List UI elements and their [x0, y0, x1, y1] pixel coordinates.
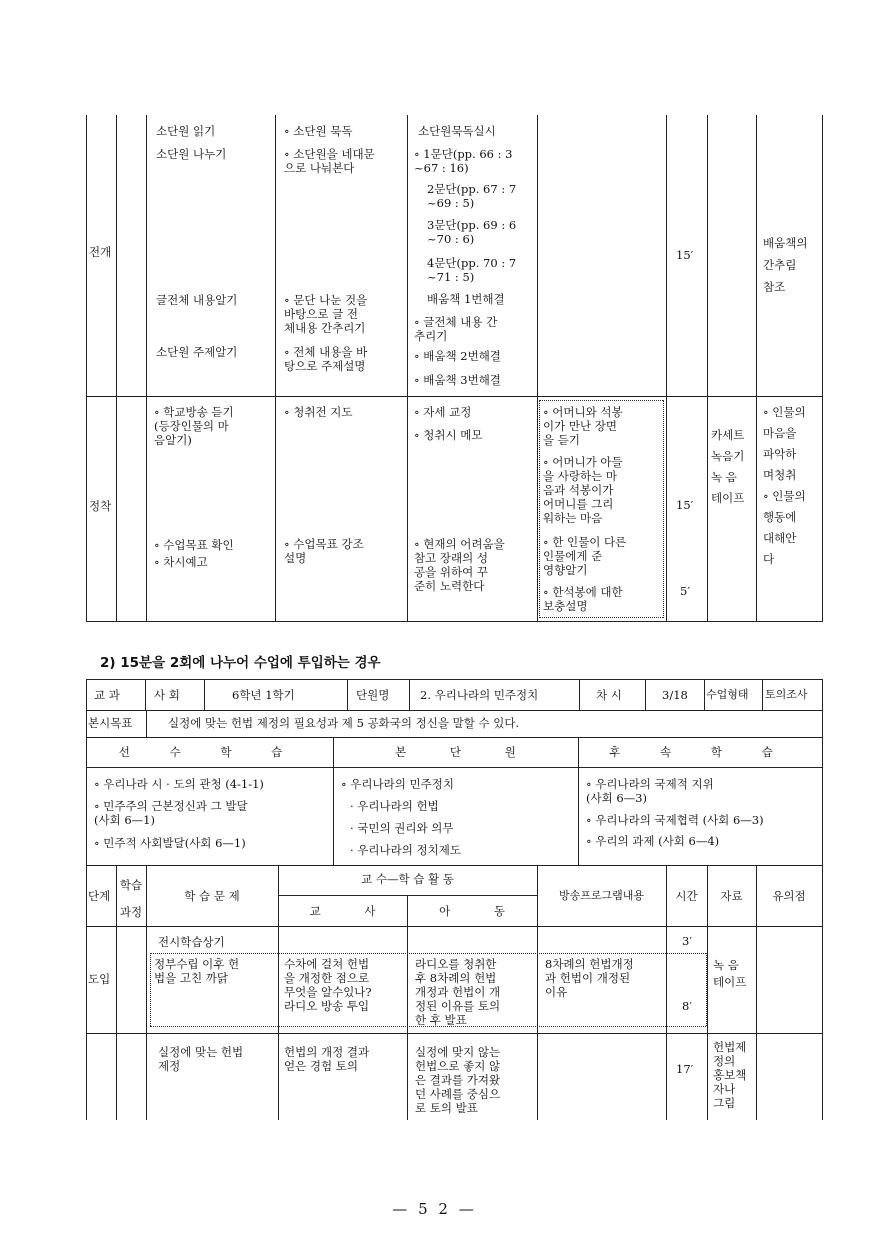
notes-text: 배움책의 간추림 참조	[763, 236, 808, 294]
student-activity: 3문단(pp. 69 : 6 ~70 : 6)	[427, 218, 517, 246]
time-value: 15′	[676, 498, 694, 512]
notes-header: 유의점	[772, 889, 806, 903]
table1-col-line	[275, 115, 276, 621]
unit-value: 2. 우리나라의 민주정치	[420, 688, 539, 702]
activity-item: ∘ 수업목표 확인 ∘ 차시예고	[154, 538, 234, 569]
student-activity: 2문단(pp. 67 : 7 ~69 : 5)	[427, 182, 517, 210]
prior-learning-header: 선 수 학 습	[118, 745, 301, 759]
process-header: 학습 과정	[119, 878, 143, 919]
table2-col-line	[407, 895, 408, 1120]
doip-box-top	[150, 953, 706, 954]
table1-col-line	[666, 115, 667, 621]
broadcast-box-right	[663, 400, 664, 618]
table1-col-line	[822, 115, 823, 621]
teacher-activity: ∘ 문단 나눈 것을 바탕으로 글 전 체내용 간추리기	[284, 293, 368, 335]
table1-col-line	[756, 115, 757, 621]
teacher-header: 교 사	[309, 904, 376, 918]
broadcast-content: ∘ 어머니와 석봉 이가 만난 장면 을 듣기	[543, 405, 623, 447]
table1-col-line	[707, 115, 708, 621]
student-activity: ∘ 1문단(pp. 66 : 3 ~67 : 16)	[414, 147, 513, 175]
student-activity: 4문단(pp. 70 : 7 ~71 : 5)	[427, 256, 517, 284]
table2-line	[86, 926, 823, 927]
table1-col-line	[116, 115, 117, 621]
time-header: 시간	[675, 889, 698, 903]
table2-col-line	[146, 865, 147, 1120]
broadcast-box-top	[539, 400, 663, 401]
stage-label: 도입	[88, 972, 111, 986]
teacher-activity: ∘ 소단원을 네대문 으로 나눠본다	[284, 147, 375, 175]
stage-label: 정착	[89, 499, 112, 513]
student-activity: 소단원묵독실시	[418, 124, 496, 138]
problem-item: 정부수립 이후 헌 법을 고친 까닭	[154, 957, 240, 985]
follow-item: ∘ 우리나라의 국제협력 (사회 6—3)	[586, 813, 764, 827]
materials-header: 자료	[720, 889, 743, 903]
table2-col-line	[537, 865, 538, 1120]
problem-header: 학 습 문 제	[184, 889, 240, 903]
student-activity: ∘ 현재의 어려움을 참고 장래의 성 공을 위하여 꾸 준히 노력한다	[414, 537, 505, 593]
table2-col-line	[409, 679, 410, 710]
student-header: 아 동	[439, 904, 505, 918]
main-item: · 국민의 권리와 의무	[350, 821, 454, 835]
student-activity: 라디오를 청취한 후 8차례의 헌법 개정과 헌법이 개 정된 이유를 토의 한 후 발표	[415, 957, 501, 1027]
objective-label: 본시목표	[88, 716, 133, 730]
materials-text: 헌법제 정의 홍보책 자나 그림	[713, 1040, 747, 1110]
student-activity: ∘ 배움책 2번해결	[414, 349, 501, 363]
page-number: — 5 2 —	[392, 1200, 477, 1218]
stage-label: 전개	[89, 245, 112, 259]
table2-col-line	[146, 710, 147, 737]
table2-col-line	[762, 679, 763, 710]
table2-line	[86, 1033, 823, 1034]
table2-col-line	[204, 679, 205, 710]
teacher-activity: 수차에 걸쳐 헌법 을 개정한 점으로 무엇을 알수있나? 라디오 방송 투입	[284, 957, 372, 1013]
section-heading: 2) 15분을 2회에 나누어 수업에 투입하는 경우	[100, 655, 381, 671]
activity-item: 소단원 주제알기	[156, 345, 238, 359]
broadcast-box-bottom	[539, 617, 663, 618]
unit-label: 단원명	[356, 688, 390, 702]
prior-item: ∘ 우리나라 시 · 도의 관청 (4-1-1)	[94, 777, 264, 791]
student-activity: ∘ 글전체 내용 간 추리기	[414, 315, 498, 343]
activity-item: 소단원 나누기	[156, 147, 227, 161]
table1-col-line	[537, 115, 538, 621]
session-value: 3/18	[662, 688, 688, 702]
time-value: 3′	[682, 934, 692, 948]
doip-box-left	[150, 953, 151, 1026]
broadcast-content: 8차례의 헌법개정 과 헌법이 개정된 이유	[545, 957, 634, 999]
main-item: · 우리나라의 정치제도	[350, 843, 461, 857]
prior-item: ∘ 민주주의 근본정신과 그 발달 (사회 6—1)	[94, 799, 248, 827]
student-activity: ∘ 자세 교정	[414, 405, 472, 419]
materials-text: 녹 음 테이프	[713, 958, 747, 989]
broadcast-header: 방송프로그램내용	[558, 889, 644, 902]
broadcast-box-left	[539, 400, 540, 618]
table2-col-line	[822, 679, 823, 1120]
table1-bottom-border	[86, 621, 823, 622]
time-value: 15′	[676, 248, 694, 262]
table2-line	[86, 710, 823, 711]
table2-line	[86, 767, 823, 768]
teacher-activity: ∘ 전체 내용을 바 탕으로 주제설명	[284, 345, 368, 373]
doip-box-right	[706, 953, 707, 1026]
time-value: 5′	[680, 584, 690, 598]
table1-col-line	[146, 115, 147, 621]
table2-col-line	[707, 865, 708, 1120]
subject-value: 사 회	[154, 688, 180, 702]
activity-item: ∘ 학교방송 듣기 (등장인물의 마 음알기)	[154, 405, 234, 447]
subject-label: 교 과	[94, 688, 120, 702]
table2-col-line	[756, 865, 757, 1120]
table2-line	[86, 865, 823, 866]
follow-item: ∘ 우리의 과제 (사회 6—4)	[586, 834, 720, 848]
form-label: 수업형태	[706, 688, 749, 701]
broadcast-content: ∘ 어머니가 아들 을 사랑하는 마 음과 석봉이가 어머니를 그리 워하는 마음	[543, 455, 623, 525]
table2-col-line	[666, 865, 667, 1120]
table1-col-line	[86, 115, 87, 621]
main-unit-header: 본 단 원	[395, 745, 516, 759]
materials-text: 카세트 녹음기 녹 음 테이프	[711, 428, 745, 505]
table2-top-border	[86, 679, 823, 680]
student-activity: ∘ 청취시 메모	[414, 428, 483, 442]
teacher-activity: ∘ 수업목표 강조 설명	[284, 537, 364, 565]
form-value: 토의조사	[765, 688, 808, 701]
table2-col-line	[704, 679, 705, 710]
prior-item: ∘ 민주적 사회발달(사회 6—1)	[94, 836, 246, 850]
table2-col-line	[145, 679, 146, 710]
student-activity: ∘ 배움책 3번해결	[414, 373, 501, 387]
time-value: 17′	[676, 1062, 694, 1076]
table2-col-line	[579, 679, 580, 710]
activity-header: 교 수—학 습 활 동	[361, 872, 454, 886]
teacher-activity: ∘ 소단원 묵독	[284, 124, 353, 138]
activity-item: 소단원 읽기	[156, 124, 216, 138]
student-activity: 실정에 맞지 않는 헌법으로 좋지 않 은 결과를 가져왔 던 사례를 중심으 로 토의 발표	[415, 1045, 501, 1115]
main-item: · 우리나라의 헌법	[350, 799, 439, 813]
problem-item: 전시학습상기	[158, 935, 225, 949]
grade-value: 6학년 1학기	[232, 688, 295, 702]
time-value: 8′	[682, 999, 692, 1013]
teacher-activity: 헌법의 개정 결과 얻은 경험 토의	[284, 1045, 370, 1073]
objective-text: 실정에 맞는 헌법 제정의 필요성과 제 5 공화국의 정신을 말할 수 있다.	[168, 716, 520, 730]
table2-line	[86, 737, 823, 738]
student-activity: 배움책 1번해결	[427, 292, 505, 306]
table1-row-divider	[86, 396, 823, 397]
notes-text: ∘ 인물의 마음을 파악하 며청취 ∘ 인물의 행동에 대해안 다	[763, 405, 806, 566]
stage-header: 단계	[88, 889, 111, 903]
problem-item: 실정에 맞는 헌법 제정	[158, 1045, 244, 1073]
table2-col-line	[347, 679, 348, 710]
follow-learning-header: 후 속 학 습	[609, 745, 791, 759]
broadcast-content: ∘ 한석봉에 대한 보충설명	[543, 585, 623, 613]
main-item: ∘ 우리나라의 민주정치	[341, 777, 454, 791]
table2-col-line	[645, 679, 646, 710]
table1-col-line	[407, 115, 408, 621]
follow-item: ∘ 우리나라의 국제적 지위 (사회 6—3)	[586, 777, 714, 805]
broadcast-content: ∘ 한 인물이 다른 인물에게 준 영향알기	[543, 535, 627, 577]
teacher-activity: ∘ 청취전 지도	[284, 405, 353, 419]
session-label: 차 시	[596, 688, 622, 702]
activity-item: 글전체 내용알기	[156, 293, 238, 307]
